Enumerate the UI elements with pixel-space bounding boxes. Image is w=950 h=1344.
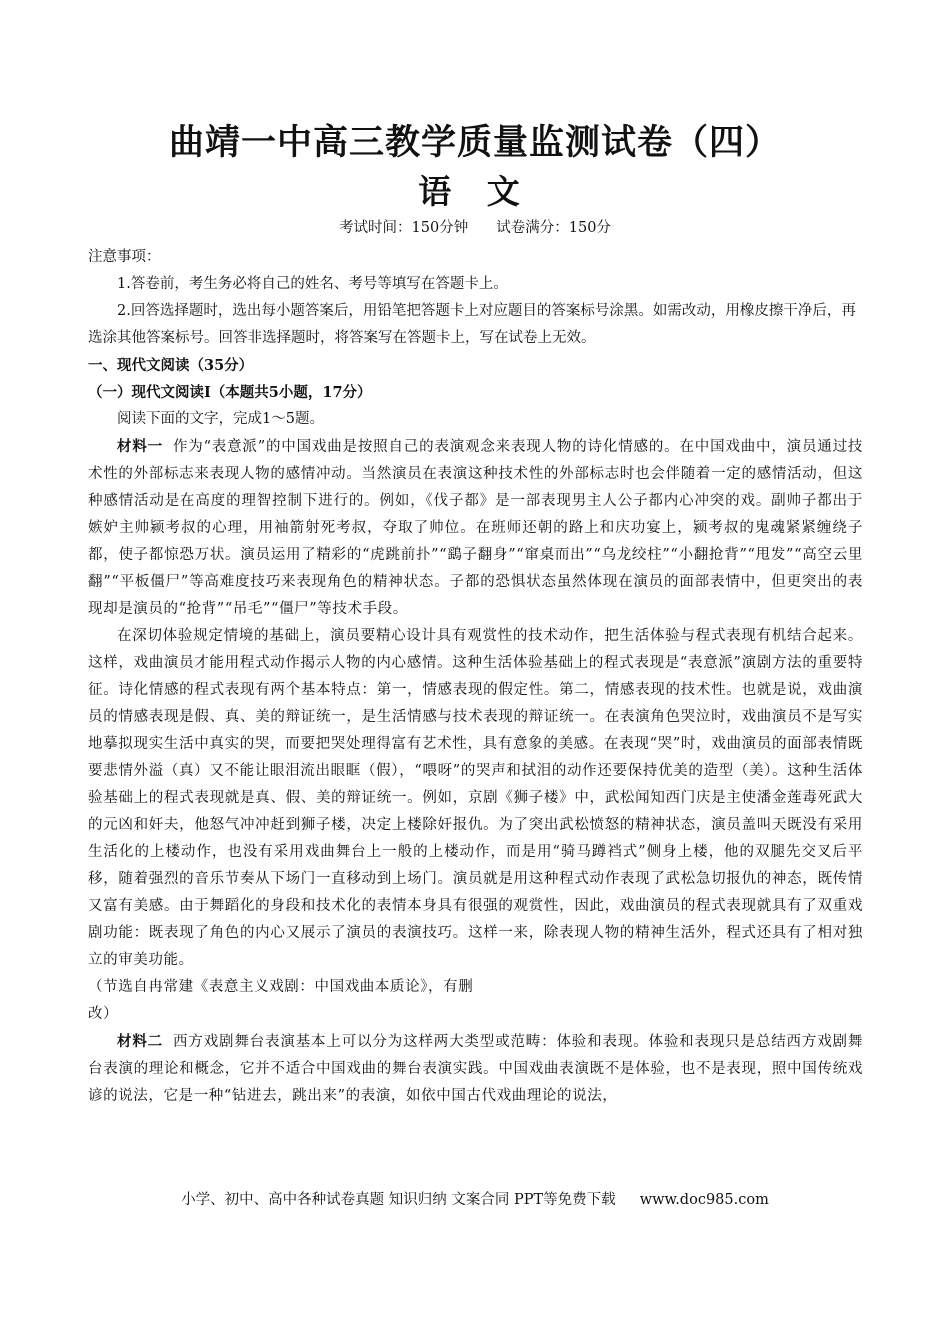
subject-title: 语 文 <box>418 172 532 211</box>
exam-time: 考试时间：150分钟 <box>339 220 469 236</box>
material-two-text: 西方戏剧舞台表演基本上可以分为这样两大类型或范畴：体验和表现。体验和表现只是总结西方戏剧舞台表演的理论和概念，它并不适合中国戏曲的舞台表演实践。中国戏曲表演既不是体验，也不是表现，照中国传统戏谚的说法，它是一种“钻进去，跳出来”的表演，如依中国古代戏曲理论的说法， <box>88 1034 863 1104</box>
material-one-paragraph-2: 在深切体验规定情境的基础上，演员要精心设计具有观赏性的技术动作，把生活体验与程式表现有机结合起来。这样，戏曲演员才能用程式动作揭示人物的内心感情。这种生活体验基础上的程式表现是“表意派”演剧方法的重要特征。诗化情感的程式表现有两个基本特点：第一，情感表现的假定性。第二，情感表现的技术性。也就是说，戏曲演员的情感表现是假、真、美的辩证统一，是生活情感与技术表现的辩证统一。在表演角色哭泣时，戏曲演员不是写实地摹拟现实生活中真实的哭，而要把哭处理得富有艺术性，具有意象的美感。在表现“哭”时，戏曲演员的面部表情既要悲情外溢（真）又不能让眼泪流出眼眶（假），“喂呀”的哭声和拭泪的动作还要保持优美的造型（美）。这种生活体验基础上的程式表现就是真、假、美的辩证统一。例如，京剧《狮子楼》中，武松闻知西门庆是主使潘金莲毒死武大的元凶和奸夫，他怒气冲冲赶到狮子楼，决定上楼除奸报仇。为了突出武松愤怒的精神状态，演员盖叫天既没有采用生活化的上楼动作，也没有采用戏曲舞台上一般的上楼动作，而是用“骑马蹲裆式”侧身上楼，他的双腿先交叉后平移，随着强烈的音乐节奏从下场门一直移动到上场门。演员就是用这种程式动作表现了武松急切报仇的神态，既传情又富有美感。由于舞蹈化的身段和技术化的表情本身具有很强的观赏性，因此，戏曲演员的程式表现就具有了双重戏剧功能：既表现了角色的内心又展示了演员的表演技巧。这样一来，除表现人物的精神生活外，程式还具有了相对独立的审美功能。 <box>88 628 863 968</box>
footer-url[interactable]: www.doc985.com <box>639 1192 769 1208</box>
material-one-paragraph-1 <box>88 433 863 623</box>
material-one-source: （节选自冉常建《表意主义戏剧：中国戏曲本质论》，有删 <box>88 979 474 995</box>
material-one-text-1: 作为“表意派”的中国戏曲是按照自己的表演观念来表现人物的诗化情感的。在中国戏曲中，演员通过技术性的外部标志来表现人物的感情冲动。当然演员在表演这种技术性的外部标志时也会伴随着一定的感情活动，但这种感情活动是在高度的理智控制下进行的。例如，《伐子都》是一部表现男主人公子都内心冲突的戏。副帅子都出于嫉妒主帅颍考叔的心理，用袖箭射死考叔，夺取了帅位。在班师还朝的路上和庆功宴上，颍考叔的鬼魂紧紧缠绕子都，使子都惊恐万状。演员运用了精彩的“虎跳前扑”“鷂子翻身”“窜桌而出”“乌龙绞柱”“小翻抢背”“甩发”“高空云里翻”“平板僵尸”等高难度技巧来表现角色的精神状态。子都的恐惧状态虽然体现在演员的面部表情中，但更突出的表现却是演员的“抢背”“吊毛”“僵尸”等技术手段。 <box>88 439 863 617</box>
footer-text: 小学、初中、高中各种试卷真题 知识归纳 文案合同 PPT等免费下载 <box>181 1192 616 1208</box>
material-two <box>88 1028 863 1110</box>
exam-info <box>0 217 950 239</box>
exam-content <box>88 244 863 1110</box>
material-two-paragraph <box>88 1028 863 1110</box>
note-item-1: 1.答卷前，考生务必将自己的姓名、考号等填写在答题卡上。 <box>117 276 508 292</box>
reading-instruction: 阅读下面的文字，完成1～5题。 <box>117 411 324 427</box>
exam-score: 试卷满分：150分 <box>496 220 611 236</box>
material-one-label: 材料一 <box>117 438 163 455</box>
page-footer <box>0 1189 950 1211</box>
exam-title: 曲靖一中高三教学质量监测试卷（四） <box>168 122 781 163</box>
material-one-source-cont: 改） <box>88 1006 119 1022</box>
material-one <box>88 433 863 1028</box>
section-heading: 一、现代文阅读（35分） <box>88 357 254 374</box>
material-two-label: 材料二 <box>117 1033 164 1050</box>
notes-heading: 注意事项： <box>88 249 161 265</box>
sub-section-heading: （一）现代文阅读Ⅰ（本题共5小题，17分） <box>88 384 372 401</box>
note-item-2: 2.回答选择题时，选出每小题答案后，用铅笔把答题卡上对应题目的答案标号涂黑。如需改动，用橡皮擦干净后，再选涂其他答案标号。回答非选择题时，将答案写在答题卡上，写在试卷上无效。 <box>88 303 856 346</box>
